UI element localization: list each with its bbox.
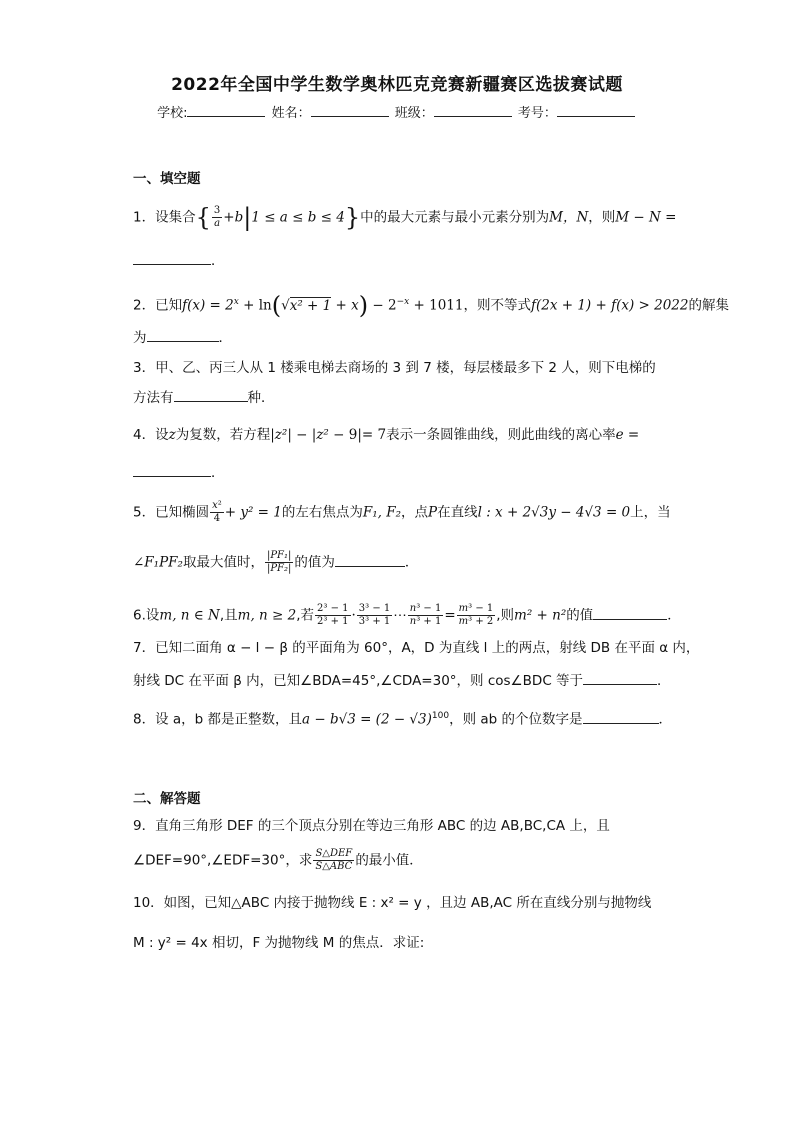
q5-angle: ∠F₁PF₂ bbox=[133, 554, 183, 571]
q5-mid3: 在直线 bbox=[437, 504, 478, 521]
name-field[interactable] bbox=[311, 104, 389, 117]
q5-line2b: 取最大值时， bbox=[182, 554, 264, 571]
question-6: 6.设m, n ∈ N,且m, n ≥ 2,若 $\frac{\text{2³ − 1}}{\text{2³ + 1}}$ · $\frac{\text{3³ − 1}}{\text{3³ + 1}}$ ⋯ $\frac{\text{n³ − 1}}{\text{n³ + 1}}$ = $\frac{\text{m³ − 1}}{\text{m³ + 2}}$ ,则m² + n²的值 ． bbox=[133, 603, 681, 627]
class-field[interactable] bbox=[434, 104, 512, 117]
school-label: 学校: bbox=[157, 106, 188, 121]
school-field[interactable] bbox=[187, 104, 265, 117]
question-7: 7．已知二面角 α − l − β 的平面角为 60°，A，D 为直线 l 上的两点，射线 DB 在平面 α 内， bbox=[133, 640, 700, 656]
q2-inequality: f(2x + 1) + f(x) > 2022 bbox=[530, 297, 689, 314]
q5-suffix: 上，当 bbox=[630, 504, 671, 521]
question-5 bbox=[133, 500, 671, 525]
q3-answer-blank[interactable] bbox=[174, 387, 248, 402]
q2-end: ． bbox=[218, 330, 232, 346]
q5-fraction: $\frac{\text{x²}}{4}$ bbox=[212, 500, 222, 524]
name-label: 姓名： bbox=[271, 106, 311, 121]
q4-end: ． bbox=[211, 465, 225, 481]
q9-line2b: 的最小值． bbox=[355, 852, 423, 869]
q1-vars: M，N bbox=[549, 209, 589, 226]
number-field[interactable] bbox=[557, 104, 635, 117]
section-heading-fill: 一、填空题 bbox=[133, 171, 201, 187]
q1-text: 中的最大元素与最小元素分别为 bbox=[360, 209, 550, 226]
q6-suffix: 的值 bbox=[566, 607, 594, 624]
q6-end: ． bbox=[667, 607, 681, 624]
q9-num: S△DEF bbox=[313, 848, 354, 861]
q8-eq: a − b√3 = (2 − √3) bbox=[302, 711, 432, 728]
q5-mid: 的左右焦点为 bbox=[281, 504, 363, 521]
question-2: 2．已知$f(x) = 2^x + \ln(√x^2 + 1 + x) - 2^{-x} + 1011$，则不等式f(2x + 1) + f(x) > 2022的解集 bbox=[133, 291, 729, 320]
question-9: 9．直角三角形 DEF 的三个顶点分别在等边三角形 ABC 的边 AB,BC,CA 上，且 bbox=[133, 818, 610, 834]
q6-prefix: 6.设 bbox=[133, 607, 160, 624]
q5-p: P bbox=[428, 504, 438, 521]
q4-mid: 为复数，若方程 bbox=[175, 427, 271, 443]
question-9-line2 bbox=[133, 848, 423, 873]
q5-foci: F₁, F₂ bbox=[362, 504, 402, 521]
q5-mid2: ，点 bbox=[401, 504, 429, 521]
q8-exp: 100 bbox=[431, 711, 450, 721]
q5-line-eq: l : x + 2√3y − 4√3 = 0 bbox=[477, 504, 631, 521]
q5-ratio: $\frac{\text{|PF₁|}}{\text{|PF₂|}}$ bbox=[266, 550, 292, 574]
q1-answer-blank[interactable] bbox=[133, 250, 211, 265]
q1-end: ． bbox=[211, 253, 225, 269]
q6-answer-blank[interactable] bbox=[593, 605, 667, 620]
question-7-line2 bbox=[133, 670, 671, 691]
question-4: 4．设z为复数，若方程|z²| − |z² − 9|= 7表示一条圆锥曲线，则此曲线的离心率e = bbox=[133, 427, 640, 443]
q8-answer-blank[interactable] bbox=[583, 709, 659, 724]
question-10-line2: M : y² = 4x 相切，F 为抛物线 M 的焦点．求证: bbox=[133, 935, 425, 951]
q2-prefix: 2．已知 bbox=[133, 297, 183, 314]
question-8 bbox=[133, 706, 672, 730]
q8-end: ． bbox=[658, 711, 673, 728]
q1-fraction: $\frac{3}{a}$ bbox=[213, 205, 221, 229]
q5-answer-blank[interactable] bbox=[335, 552, 405, 567]
q8-prefix: 8．设 a，b 都是正整数，且 bbox=[133, 711, 303, 728]
q3-line2a: 方法有 bbox=[133, 390, 174, 406]
q2-line2: 为 bbox=[133, 330, 147, 346]
q4-eq: = 7 bbox=[361, 427, 387, 443]
q1-set-condition: 1 ≤ a ≤ b ≤ 4 bbox=[251, 209, 345, 226]
question-5-line2 bbox=[133, 550, 418, 575]
question-3-line2 bbox=[133, 387, 275, 408]
q6-mid: ,且 bbox=[219, 607, 238, 624]
question-1: 1．设集合{ $\frac{3}{a}$ +b|1 ≤ a ≤ b ≤ 4}中的最大元素与最小元素分别为M，N，则M − N = bbox=[133, 203, 677, 232]
q7-answer-blank[interactable] bbox=[583, 670, 657, 685]
q4-suffix: 表示一条圆锥曲线，则此曲线的离心率 bbox=[386, 427, 616, 443]
q7-line2a: 射线 DC 在平面 β 内，已知∠BDA=45°,∠CDA=30°，则 cos∠BDC 等于 bbox=[133, 673, 584, 689]
q2-answer-blank[interactable] bbox=[147, 327, 219, 342]
q9-line2a: ∠DEF=90°,∠EDF=30°，求 bbox=[133, 852, 313, 869]
q6-mid2: ,若 bbox=[296, 607, 315, 624]
q5-eq: + y² = 1 bbox=[224, 504, 282, 521]
q6-rhs-suffix: ,则 bbox=[496, 607, 515, 624]
question-1-answer bbox=[133, 250, 225, 271]
q9-den: S△ABC bbox=[315, 861, 353, 872]
q2-suffix: 的解集 bbox=[688, 297, 729, 314]
q4-z: z bbox=[168, 427, 176, 443]
q1-text-b: ，则 bbox=[588, 209, 616, 226]
q4-answer-blank[interactable] bbox=[133, 462, 211, 477]
q4-prefix: 4．设 bbox=[133, 427, 169, 443]
q5-end: ． bbox=[404, 554, 419, 571]
q4-e: e = bbox=[615, 427, 640, 443]
q6-expr: m² + n² bbox=[514, 607, 567, 624]
q8-suffix: ，则 ab 的个位数字是 bbox=[449, 711, 583, 728]
q7-end: ． bbox=[657, 673, 671, 689]
question-2-line2 bbox=[133, 327, 232, 348]
q1-expr: M − N = bbox=[615, 209, 677, 226]
page-title: 2022年全国中学生数学奥林匹克竞赛新疆赛区选拔赛试题 bbox=[171, 75, 623, 95]
question-4-answer bbox=[133, 462, 225, 483]
class-label: 班级： bbox=[394, 106, 434, 121]
q6-cond1: m, n ∈ N bbox=[159, 607, 220, 624]
section-heading-answer: 二、解答题 bbox=[133, 791, 201, 807]
q9-fraction bbox=[313, 848, 354, 873]
q6-cond2: m, n ≥ 2 bbox=[237, 607, 297, 624]
q5-line2c: 的值为 bbox=[294, 554, 335, 571]
q2-mid: ，则不等式 bbox=[463, 297, 531, 314]
q3-line2b: 种． bbox=[247, 390, 275, 406]
q2-func: f(x) = 2 bbox=[182, 297, 234, 314]
q5-prefix: 5．已知椭圆 bbox=[133, 504, 210, 521]
student-info-row bbox=[0, 102, 794, 121]
question-10: 10．如图，已知△ABC 内接于抛物线 E : x² = y ，且边 AB,AC 所在直线分别与抛物线 bbox=[133, 895, 652, 911]
q1-prefix: 1．设集合 bbox=[133, 209, 196, 226]
question-3: 3．甲、乙、丙三人从 1 楼乘电梯去商场的 3 到 7 楼，每层楼最多下 2 人，则下电梯的 bbox=[133, 360, 656, 376]
number-label: 考号： bbox=[517, 106, 557, 121]
